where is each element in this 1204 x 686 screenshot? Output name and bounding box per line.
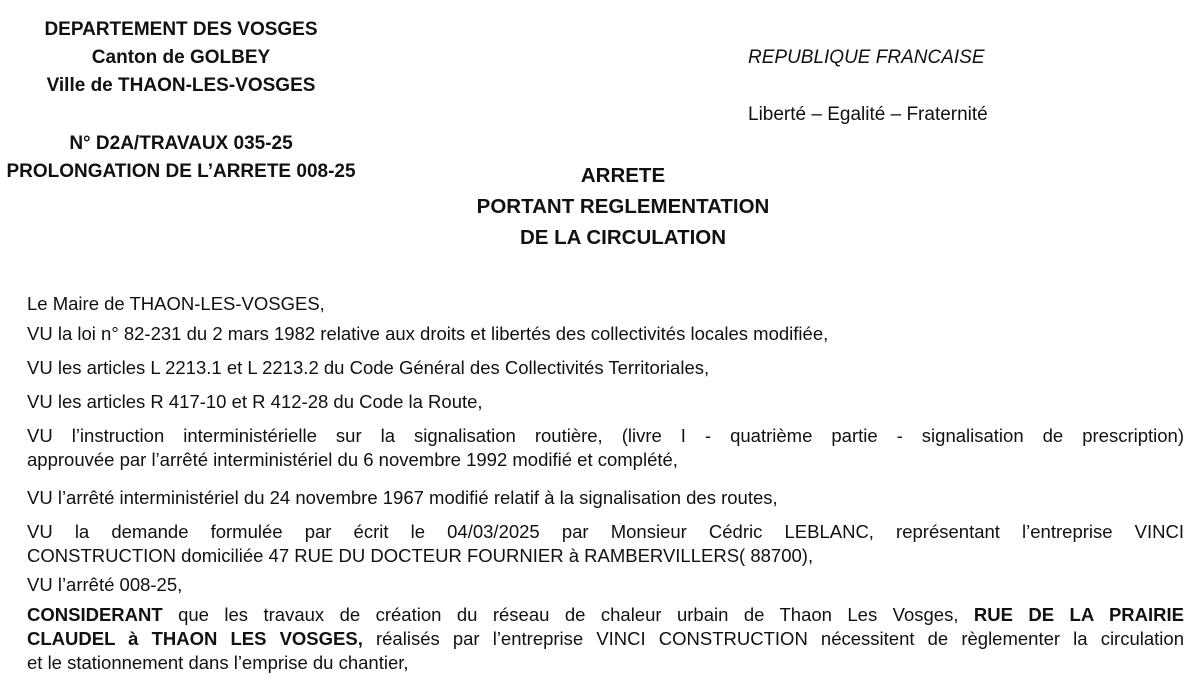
- considerant-label: CONSIDERANT: [27, 604, 163, 625]
- instruction-line-2: approuvée par l’arrêté interministériel du 6 novembre 1992 modifié et complété,: [27, 449, 678, 470]
- whereas-cgct-articles: VU les articles L 2213.1 et L 2213.2 du Code Général des Collectivités Territoriales,: [27, 357, 710, 378]
- considerant-line-3: et le stationnement dans l’emprise du chantier,: [27, 652, 409, 673]
- mayor-line: Le Maire de THAON-LES-VOSGES,: [27, 293, 325, 314]
- street-name-part-1: RUE DE LA PRAIRIE: [973, 604, 1184, 625]
- whereas-signalisation: VU l’arrêté interministériel du 24 novembre 1967 modifié relatif à la signalisation des routes,: [27, 487, 778, 508]
- whereas-law-1982: VU la loi n° 82-231 du 2 mars 1982 relative aux droits et libertés des collectivités locales modifiée,: [27, 323, 829, 344]
- title-line-2: PORTANT REGLEMENTATION: [476, 195, 770, 218]
- whereas-request: [27, 520, 1184, 568]
- considerant-paragraph: [27, 603, 1184, 675]
- whereas-road-code: VU les articles R 417-10 et R 412-28 du Code la Route,: [27, 391, 483, 412]
- republic-label: REPUBLIQUE FRANCAISE: [748, 47, 985, 68]
- request-line-2: CONSTRUCTION domiciliée 47 RUE DU DOCTEUR FOURNIER à RAMBERVILLERS( 88700),: [27, 545, 814, 566]
- department-line: DEPARTEMENT DES VOSGES: [44, 19, 318, 40]
- republic-motto: Liberté – Egalité – Fraternité: [748, 104, 988, 125]
- canton-line: Canton de GOLBEY: [91, 47, 271, 68]
- whereas-instruction: [27, 424, 1184, 472]
- whereas-arrete-008: VU l’arrêté 008-25,: [27, 574, 183, 595]
- instruction-line-1: VU l’instruction interministérielle sur la signalisation routière, (livre I - quatrième partie - signalisation de prescription): [27, 425, 1184, 446]
- street-name-part-2: CLAUDEL à THAON LES VOSGES,: [27, 628, 363, 649]
- considerant-line-1: [27, 603, 1184, 627]
- title-line-3: DE LA CIRCULATION: [519, 226, 727, 249]
- decree-title: [423, 160, 823, 253]
- considerant-text-1: que les travaux de création du réseau de chaleur urbain de Thaon Les Vosges,: [162, 604, 974, 625]
- city-line: Ville de THAON-LES-VOSGES: [46, 75, 316, 96]
- prolongation-line: PROLONGATION DE L’ARRETE 008-25: [6, 161, 356, 182]
- title-line-1: ARRETE: [580, 164, 666, 187]
- reference-number: N° D2A/TRAVAUX 035-25: [69, 133, 293, 154]
- request-line-1: VU la demande formulée par écrit le 04/03/2025 par Monsieur Cédric LEBLANC, représentant l’entreprise VINCI: [27, 521, 1184, 542]
- considerant-text-2: réalisés par l’entreprise VINCI CONSTRUCTION nécessitent de règlementer la circulation: [362, 628, 1184, 649]
- considerant-line-2: [27, 627, 1184, 651]
